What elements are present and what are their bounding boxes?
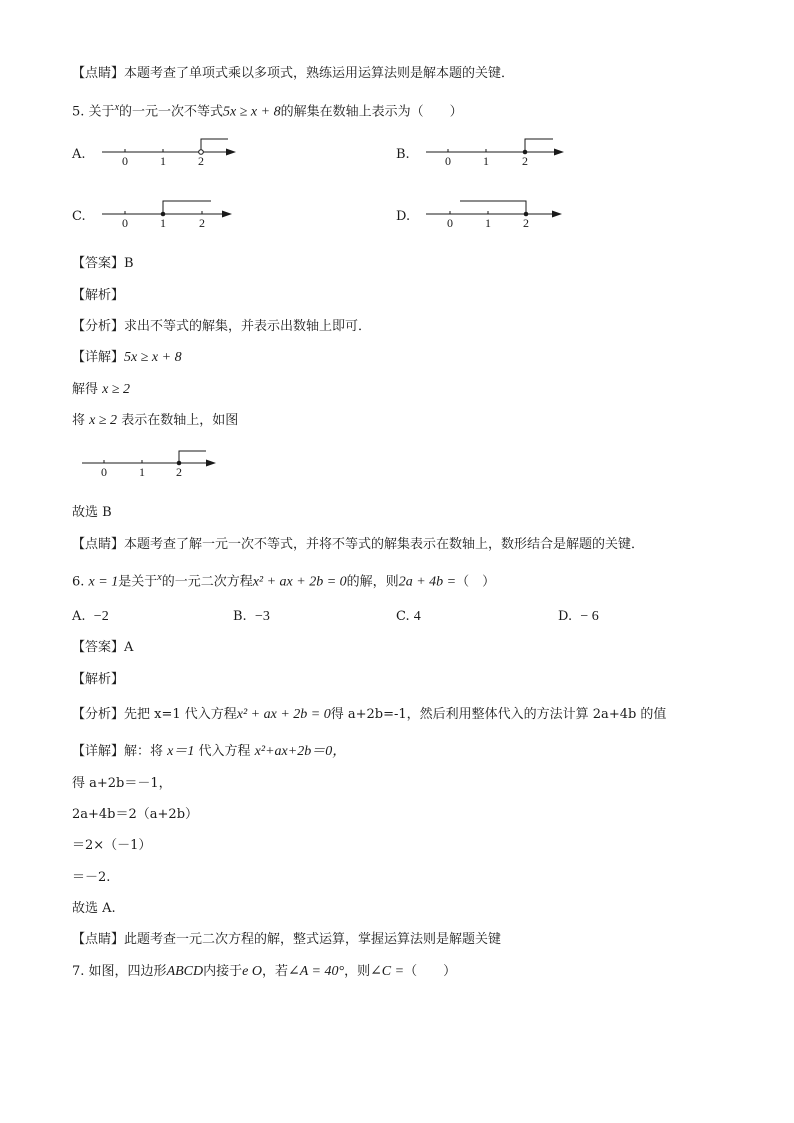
tick-label-0: 0: [447, 216, 453, 230]
q6-number: 6.: [72, 574, 85, 590]
q6-equation: x² + ax + 2b = 0: [252, 574, 347, 590]
q5-stem-post: 的解集在数轴上表示为（ ）: [280, 104, 463, 120]
q5-option-b-numberline[interactable]: [422, 134, 567, 170]
q5-solve-pre: 解得: [72, 382, 99, 397]
q7-quad: ABCD: [166, 964, 204, 979]
q5-option-a-numberline[interactable]: [98, 134, 238, 170]
q6-option-d-value: − 6: [580, 609, 599, 624]
q6-option-c-label: C.: [396, 609, 410, 624]
tick-label-2: 2: [522, 154, 528, 168]
tick-label-1: 1: [485, 216, 491, 230]
q5-show-post: 表示在数轴上，如图: [121, 413, 239, 428]
q7-blank: （ ）: [404, 964, 457, 979]
q5-detail: [72, 348, 182, 368]
tick-label-1: 1: [160, 216, 166, 230]
q7-stem-mid3: ，则: [344, 964, 371, 979]
q6-detail-eq: x²+ax+2b＝0，: [254, 744, 347, 759]
q5-detail-ineq: 5x ≥ x + 8: [124, 350, 182, 365]
tick-label-1: 1: [483, 154, 489, 168]
q6-option-b[interactable]: [233, 607, 270, 627]
q7-circle: e O: [242, 964, 262, 979]
q5-comment: 【点睛】本题考查了解一元一次不等式，并将不等式的解集表示在数轴上，数形结合是解题的关键．: [72, 537, 645, 552]
q7-stem: [72, 962, 456, 982]
q6-option-a-value: −2: [93, 609, 109, 624]
q5-answer: 【答案】B: [72, 256, 134, 271]
q6-comment: 【点睛】此题考查一元二次方程的解，整式运算，掌握运算法则是解题关键: [72, 932, 502, 947]
q5-analysis-tag: 【解析】: [72, 288, 125, 303]
tick-label-2: 2: [523, 216, 529, 230]
q6-ask: 2a + 4b =: [398, 574, 457, 590]
q7-number: 7.: [72, 964, 85, 979]
q5-option-c-label[interactable]: C.: [72, 209, 86, 224]
axis-arrow: [552, 211, 562, 218]
q5-choose: 故选 B: [72, 505, 112, 520]
tick-label-1: 1: [160, 154, 166, 168]
q5-stem: [72, 98, 463, 122]
q5-number: 5.: [72, 104, 85, 120]
q6-detail-pre: 【详解】解：将: [72, 744, 164, 759]
axis-arrow: [206, 460, 216, 467]
tick-label-2: 2: [199, 216, 205, 230]
q6-detail-x: x＝1: [167, 744, 195, 759]
q6-stem: [72, 568, 495, 592]
q6-detail: [72, 742, 346, 762]
q7-stem-mid2: ，若: [261, 964, 288, 979]
solution-bracket: [460, 201, 526, 214]
q5-var: x: [114, 102, 120, 113]
q6-fenxi-eq: x² + ax + 2b = 0: [236, 707, 331, 722]
q6-option-c[interactable]: [396, 607, 421, 627]
q6-step-1: 得 a+2b＝－1，: [72, 776, 172, 791]
q5-option-a-label[interactable]: A.: [72, 147, 86, 162]
q6-analysis-tag: 【解析】: [72, 672, 125, 687]
q6-fenxi: [72, 705, 666, 725]
q6-blank: （ ）: [456, 574, 496, 590]
q6-answer: 【答案】A: [72, 640, 134, 655]
q5-detail-tag: 【详解】: [72, 350, 125, 365]
q7-stem-pre: 如图，四边形: [88, 964, 167, 979]
tick-label-1: 1: [139, 465, 145, 479]
q6-stem-mid: 的一元二次方程: [161, 574, 253, 590]
q6-option-d-label: D.: [558, 609, 573, 624]
q6-stem-pre: 是关于: [118, 574, 158, 590]
q5-solution-figure: [78, 446, 223, 482]
solution-bracket: [179, 451, 206, 463]
q6-fenxi-pre: 【分析】先把 x=1 代入方程: [72, 707, 237, 722]
q6-option-d[interactable]: [558, 607, 599, 627]
tick-label-0: 0: [122, 216, 128, 230]
tick-label-2: 2: [176, 465, 182, 479]
q5-solve-ineq: x ≥ 2: [102, 382, 131, 397]
q6-fenxi-post: 得 a+2b=-1，然后利用整体代入的方法计算 2a+4b 的值: [330, 707, 667, 722]
solution-bracket: [525, 139, 553, 152]
solution-bracket: [163, 201, 211, 214]
q6-var: x: [157, 572, 162, 583]
q6-stem-post: 的解，则: [346, 574, 399, 590]
axis-arrow: [226, 149, 236, 156]
q7-stem-mid: 内接于: [203, 964, 243, 979]
q5-fenxi: 【分析】求出不等式的解集，并表示出数轴上即可．: [72, 319, 372, 334]
q5-show: [72, 411, 238, 431]
q6-option-b-value: −3: [254, 609, 270, 624]
q6-step-4: ＝－2.: [72, 870, 111, 885]
q6-option-a-label: A.: [72, 609, 86, 624]
q5-option-d-label[interactable]: D.: [396, 209, 411, 224]
tick-label-0: 0: [445, 154, 451, 168]
axis-arrow: [222, 211, 232, 218]
tick-label-0: 0: [101, 465, 107, 479]
q5-show-pre: 将: [72, 413, 86, 428]
q5-stem-mid: 的一元一次不等式: [119, 104, 224, 120]
q6-cond: x = 1: [88, 574, 119, 590]
q6-step-2: 2a+4b＝2（a+2b）: [72, 807, 199, 822]
q7-ask: ∠C =: [370, 964, 405, 979]
q5-inequality: 5x ≥ x + 8: [223, 104, 281, 120]
q7-angle: ∠A = 40°: [287, 964, 345, 979]
q5-option-c-numberline[interactable]: [98, 196, 238, 232]
q5-option-b-label[interactable]: B.: [396, 147, 410, 162]
q6-option-c-value: 4: [413, 609, 421, 624]
q5-solve: [72, 380, 130, 400]
q4-comment: 【点睛】本题考查了单项式乘以多项式，熟练运用运算法则是解本题的关键．: [72, 66, 515, 81]
q6-choose: 故选 A.: [72, 901, 116, 916]
q5-option-d-numberline[interactable]: [422, 196, 567, 232]
tick-label-2: 2: [198, 154, 204, 168]
q5-stem-pre: 关于: [88, 104, 115, 120]
tick-label-0: 0: [122, 154, 128, 168]
solution-bracket: [201, 139, 228, 149]
q6-option-b-label: B.: [233, 609, 247, 624]
q6-step-3: ＝2×（－1）: [72, 838, 152, 853]
axis-arrow: [554, 149, 564, 156]
q5-show-ineq: x ≥ 2: [89, 413, 118, 428]
q6-option-a[interactable]: [72, 607, 109, 627]
q6-detail-mid: 代入方程: [198, 744, 251, 759]
